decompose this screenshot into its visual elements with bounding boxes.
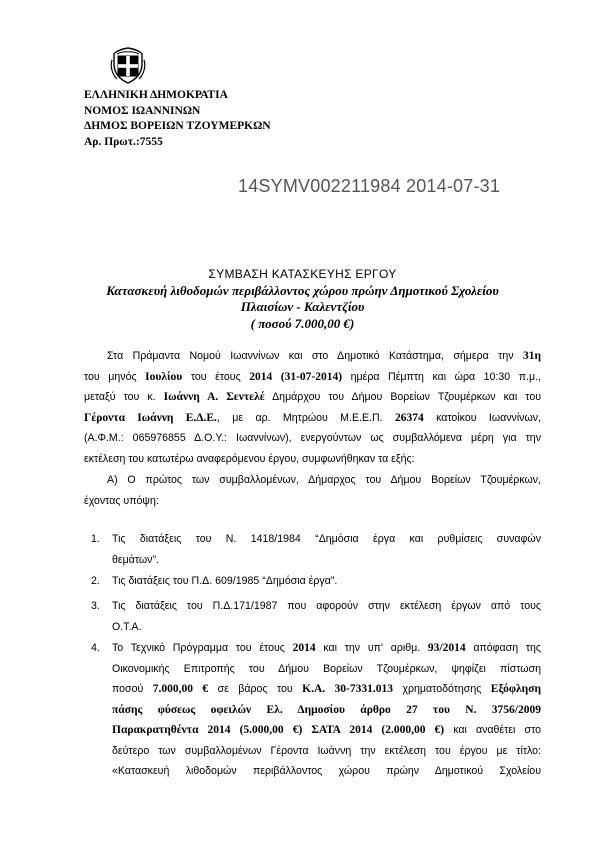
list-item-number: 4. <box>91 642 100 654</box>
issuer-header <box>84 88 271 150</box>
list-item-number: 1. <box>91 533 100 545</box>
list-item-line: Ο.Τ.Α. <box>112 620 142 633</box>
list-item-line: δεύτερο των συμβαλλομένων Γέροντα Ιωάννη την εκτέλεση του έργου με τίτλο: <box>112 744 541 757</box>
intro-line: Στα Πράμαντα Νομού Ιωαννίνων και στο Δημοτικό Κατάστημα, σήμερα την 31η <box>107 350 541 362</box>
list-item-line: πάσης φύσεως οφειλών Ελ. Δημοσίου άρθρο 27 του Ν. 3756/2009 <box>112 703 541 716</box>
list-item-line: Τις διατάξεις του Π.Δ.171/1987 που αφορούν στην εκτέλεση έργων από τους <box>112 600 541 612</box>
list-item-line: ποσού 7.000,00 € σε βάρος του Κ.Α. 30-7331.013 χρηματοδότησης Εξόφληση <box>112 683 541 695</box>
list-item-number: 3. <box>91 600 100 612</box>
header-line-municipality: ΔΗΜΟΣ ΒΟΡΕΙΩΝ ΤΖΟΥΜΕΡΚΩΝ <box>84 120 271 132</box>
list-item-line: Τις διατάξεις του Π.Δ. 609/1985 “Δημόσια έργα”. <box>112 575 338 587</box>
list-item-text <box>112 596 541 637</box>
party-a-line: έχοντας υπόψη: <box>84 494 159 507</box>
list-item-line: Το Τεχνικό Πρόγραμμα του έτους 2014 και την υπ' αριθμ. 93/2014 απόφαση της <box>112 642 541 654</box>
list-item-line: Παρακρατηθέντα 2014 (5.000,00 €) ΣΑΤΑ 2014 (2.000,00 €) και αναθέτει στο <box>112 724 541 736</box>
coat-of-arms-icon <box>109 46 147 84</box>
list-item-line: Τις διατάξεις του Ν. 1418/1984 “Δημόσια έργα και ρυθμίσεις συναφών <box>112 533 541 545</box>
party-a-line: Α) Ο πρώτος των συμβαλλομένων, Δήμαρχος του Δήμου Βορείων Τζουμέρκων, <box>107 474 541 486</box>
contract-title: ΣΥΜΒΑΣΗ ΚΑΤΑΣΚΕΥΗΣ ΕΡΓΟΥ <box>208 267 397 281</box>
intro-line: εκτέλεση του κατωτέρω αναφερόμενου έργου, συμφωνήθηκαν τα εξής: <box>84 452 415 465</box>
intro-line: (Α.Φ.Μ.: 065976855 Δ.Ο.Υ.: Ιωαννίνων), ενεργούντων ως συμβαλλόμενα μέρη για την <box>84 432 541 444</box>
contract-amount: ( ποσού 7.000,00 €) <box>250 316 355 331</box>
header-line-protocol-number: Αρ. Πρωτ.:7555 <box>84 135 163 148</box>
party-a-paragraph <box>84 470 541 511</box>
header-line-prefecture: ΝΟΜΟΣ ΙΩΑΝΝΙΝΩΝ <box>84 104 201 117</box>
intro-line: Γέροντα Ιωάννη Ε.Δ.Ε., με αρ. Μητρώου Μ.Ε.Ε.Π. 26374 κατοίκου Ιωαννίνων, <box>84 411 541 424</box>
contract-subtitle-line2: Πλαισίων - Καλεντζίου <box>240 299 365 314</box>
header-line-country: ΕΛΛΗΝΙΚΗ ΔΗΜΟΚΡΑΤΙΑ <box>84 89 228 101</box>
list-item-line: θεμάτων”. <box>112 553 159 566</box>
intro-paragraph <box>84 346 541 469</box>
intro-line: του μηνός Ιουλίου του έτους 2014 (31-07-2014) ημέρα Πέμπτη και ώρα 10:30 π.μ., <box>84 370 541 383</box>
list-item-text <box>112 638 541 782</box>
list-item-line: Οικονομικής Επιτροπής του Δήμου Βορείων Τζουμέρκων, ψηφίζει πίστωση <box>112 662 541 675</box>
list-item-line: «Κατασκευή λιθοδομών περιβάλλοντος χώρου πρώην Δημοτικού Σχολείου <box>112 765 541 777</box>
document-stamp-id: 14SYMV002211984 2014-07-31 <box>238 176 501 196</box>
intro-line: μεταξύ του κ. Ιωάννη Α. Σεντελέ Δημάρχου του Δήμου Βορείων Τζουμέρκων και του <box>84 391 542 403</box>
list-item-text <box>112 571 541 592</box>
list-item-text <box>112 529 541 570</box>
contract-subtitle-line1: Κατασκευή λιθοδομών περιβάλλοντος χώρου πρώην Δημοτικού Σχολείου <box>106 283 499 298</box>
list-item-number: 2. <box>91 575 100 587</box>
